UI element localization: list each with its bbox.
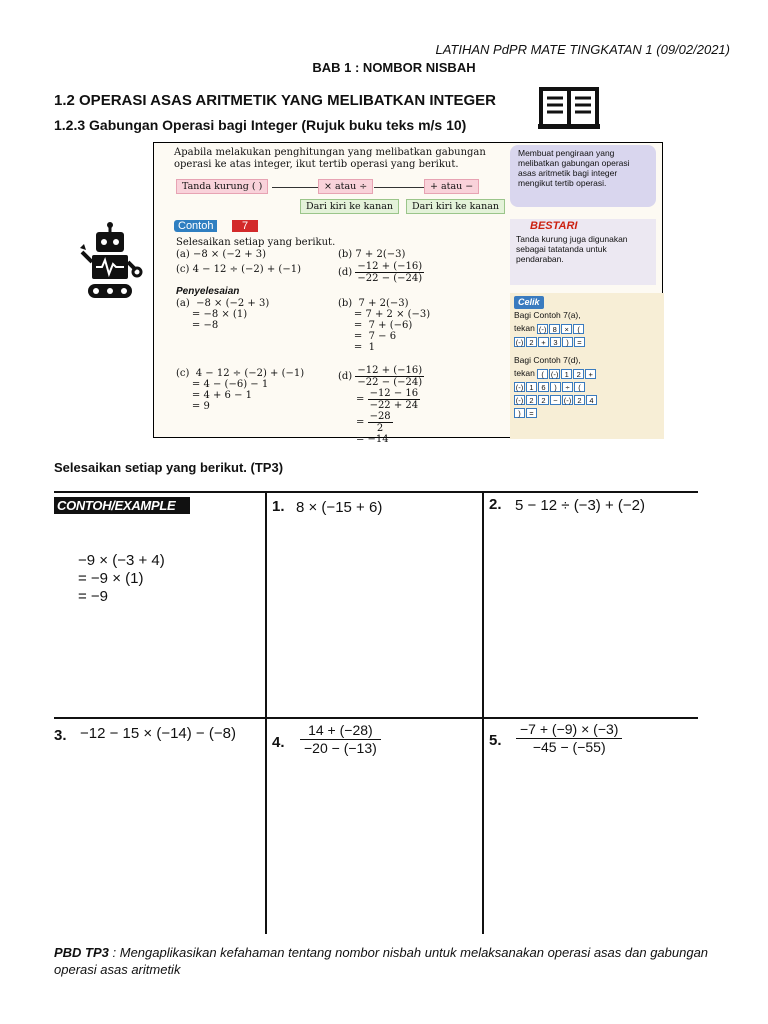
solution-heading: Penyelesaian: [176, 286, 240, 297]
pbd-footer: PBD TP3 : Mengaplikasikan kefahaman tentang nombor nisbah untuk melaksanakan operasi asas dan gabungan operasi asas aritmetik: [54, 945, 709, 977]
keys-row: tekan (-) 8 × (: [514, 322, 660, 335]
fraction: $\frac{-12 + (-16)}{-22 - (-24)}$: [357, 261, 423, 284]
robot-icon: [78, 222, 142, 302]
celik-badge: Celik: [514, 296, 544, 309]
question-2: 5 − 12 ÷ (−3) + (−2): [515, 497, 645, 514]
question-d: (d) $\frac{-12 + (-16)}{-22 - (-24)}$: [338, 261, 423, 284]
question-1: 8 × (−15 + 6): [296, 499, 383, 516]
contoh-label: Contoh: [174, 220, 217, 232]
question-b: (b) 7 + 2(−3): [338, 249, 406, 260]
contoh-number: 7: [232, 220, 258, 232]
question-a: (a) −8 × (−2 + 3): [176, 249, 267, 260]
subsection-title: 1.2.3 Gabungan Operasi bagi Integer (Rujuk buku teks m/s 10): [54, 117, 467, 133]
learning-objective-note: Membuat pengiraan yang melibatkan gabungan operasi asas aritmetik bagi integer mengikut tertib operasi.: [510, 145, 656, 207]
fraction: $\frac{-7 + (-9) \times (-3)}{-45 - (-55)}$: [516, 721, 622, 756]
flow-arrow: [272, 187, 318, 188]
solution-c: (c) 4 − 12 ÷ (−2) + (−1) = 4 − (−6) − 1 = 4 + 6 − 1 = 9: [176, 368, 305, 412]
textbook-excerpt: [153, 142, 663, 445]
keys-row: (-) 2 + 3 ) =: [514, 335, 660, 348]
worksheet-header: LATIHAN PdPR MATE TINGKATAN 1 (09/02/2021): [435, 42, 730, 57]
question-3: −12 − 15 × (−14) − (−8): [80, 725, 236, 742]
flow-sub-left-right: Dari kiri ke kanan: [406, 199, 505, 214]
tip-title: BESTARI: [530, 220, 578, 232]
question-4: [300, 722, 381, 757]
solution-d: (d) $\frac{-12 + (-16)}{-22 - (-24)}$ = $\frac{-12 - 16}{-22 + 24}$ = $\frac{-28}{2}$ = −14: [338, 365, 423, 445]
flow-step-multiply-divide: × atau ÷: [318, 179, 373, 194]
keys-row: ) =: [514, 406, 660, 419]
question-c: (c) 4 − 12 ÷ (−2) + (−1): [176, 264, 301, 275]
question-5-label: 5.: [489, 732, 502, 749]
grid-line: [54, 717, 698, 719]
example-badge: CONTOH/EXAMPLE: [54, 497, 190, 514]
question-2-label: 2.: [489, 496, 502, 513]
question-4-label: 4.: [272, 734, 285, 751]
solution-a: (a) −8 × (−2 + 3) = −8 × (1) = −8: [176, 298, 270, 331]
keys-row: (-) 1 6 ) ÷ (: [514, 380, 660, 393]
grid-line: [54, 491, 698, 493]
open-book-icon: [538, 86, 600, 130]
flow-sub-left-right: Dari kiri ke kanan: [300, 199, 399, 214]
flow-step-add-subtract: + atau −: [424, 179, 479, 194]
instruction: Selesaikan setiap yang berikut. (TP3): [54, 460, 284, 475]
textbook-intro: Apabila melakukan penghitungan yang melibatkan gabungan operasi ke atas integer, ikut tertib operasi yang berikut.: [174, 147, 486, 170]
tip-bestari-box: [510, 219, 656, 285]
grid-line: [265, 491, 267, 934]
solution-b: (b) 7 + 2(−3) = 7 + 2 × (−3) = 7 + (−6) = 7 − 6 = 1: [338, 298, 431, 353]
tip-text: Tanda kurung juga digunakan sebagai tatatanda untuk pendaraban.: [516, 234, 628, 264]
keys-row: tekan ( (-) 1 2 +: [514, 367, 660, 380]
question-1-label: 1.: [272, 498, 285, 515]
section-title: 1.2 OPERASI ASAS ARITMETIK YANG MELIBATKAN INTEGER: [54, 92, 496, 109]
question-5: [516, 721, 622, 756]
flow-step-brackets: Tanda kurung ( ): [176, 179, 268, 194]
grid-line: [482, 491, 484, 934]
question-prompt: Selesaikan setiap yang berikut.: [176, 237, 336, 248]
flow-arrow: [374, 187, 424, 188]
keys-row: (-) 2 2 − (-) 2 4: [514, 393, 660, 406]
example-working: −9 × (−3 + 4) = −9 × (1) = −9: [78, 552, 165, 605]
fraction: $\frac{14 + (-28)}{-20 - (-13)}$: [300, 722, 381, 757]
celik-calculator-box: Celik Bagi Contoh 7(a), tekan (-) 8 × ( (-) 2 + 3 ) = Bagi Contoh 7(d), tekan ( (-) 1 2 + (-) 1 6 ) ÷ ( (-) 2 2 − (-) 2 4 ) =: [510, 293, 664, 439]
chapter-title: BAB 1 : NOMBOR NISBAH: [312, 60, 476, 75]
question-3-label: 3.: [54, 727, 67, 744]
